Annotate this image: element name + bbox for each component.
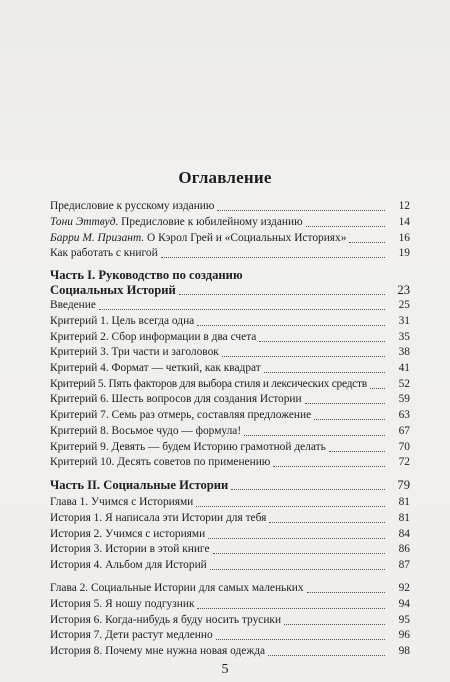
- leader-dots: [196, 505, 385, 507]
- leader-dots: [306, 225, 385, 227]
- leader-dots: [284, 623, 385, 625]
- leader-dots: [349, 241, 385, 243]
- toc-entry: [50, 360, 410, 375]
- toc-entry-label: Критерий 7. Семь раз отмерь, составляя предложение: [50, 409, 312, 421]
- toc-entry-page: 35: [398, 331, 410, 343]
- leader-dots: [161, 256, 385, 258]
- toc-entry-label: Критерий 5. Пять факторов для выбора стиля и лексических средств: [50, 378, 367, 390]
- toc-entry-author: Барри М. Призант.: [50, 232, 145, 244]
- toc-entry-page: 70: [398, 441, 410, 453]
- leader-dots: [213, 552, 386, 554]
- toc-entry: [50, 612, 410, 627]
- toc-entry: [50, 510, 410, 525]
- leader-dots: [208, 537, 385, 539]
- toc-entry-page: 79: [397, 478, 410, 492]
- leader-dots: [197, 607, 385, 609]
- toc-entry-label: История 8. Почему мне нужна новая одежда: [50, 645, 266, 657]
- toc-entry: [50, 580, 410, 595]
- toc-entry: [50, 376, 410, 391]
- part2-heading: Часть II. Социальные Истории: [50, 478, 229, 492]
- toc-entry-page: 81: [398, 512, 410, 524]
- toc-entry-page: 81: [398, 496, 410, 508]
- toc-entry-page: 96: [398, 629, 410, 641]
- toc-entry-page: 94: [398, 598, 410, 610]
- toc-entry-page: 31: [398, 315, 410, 327]
- toc-entry-label: Глава 2. Социальные Истории для самых маленьких: [50, 582, 304, 594]
- toc-entry-page: 59: [398, 393, 410, 405]
- toc-entry: [50, 344, 410, 359]
- toc-entry: [50, 541, 410, 556]
- toc-entry-label: Критерий 1. Цель всегда одна: [50, 315, 195, 327]
- toc-entry-label: Критерий 2. Сбор информации в два счета: [50, 331, 257, 343]
- part1-heading-row: [50, 282, 410, 297]
- leader-dots: [231, 488, 385, 490]
- toc-entry-label: Тони Эттвуд. Предисловие к юбилейному изданию: [50, 216, 303, 228]
- toc-entry-label: История 5. Я ношу подгузник: [50, 598, 195, 610]
- toc-entry: [50, 643, 410, 658]
- toc-entry: [50, 214, 410, 229]
- toc-entry-page: 84: [398, 528, 410, 540]
- leader-dots: [305, 402, 385, 404]
- toc-entry: [50, 329, 410, 344]
- toc-entry-page: 16: [398, 232, 410, 244]
- page-number: 5: [221, 662, 229, 677]
- toc-entry-label: Критерий 10. Десять советов по применению: [50, 456, 271, 468]
- part2-heading-row: [50, 477, 410, 492]
- toc-entry: [50, 407, 410, 422]
- toc-entry-label: Критерий 9. Девять — будем Историю грамотной делать: [50, 441, 326, 453]
- toc-entry-page: 41: [398, 362, 410, 374]
- toc-entry: [50, 198, 410, 213]
- toc-entry: [50, 423, 410, 438]
- toc-entry-label: Введение: [50, 299, 96, 311]
- toc-entry: [50, 230, 410, 245]
- toc-entry-label: Глава 1. Учимся с Историями: [50, 496, 194, 508]
- toc-entry: [50, 313, 410, 328]
- toc-entry-page: 67: [398, 425, 410, 437]
- toc-entry-author: Тони Эттвуд.: [50, 216, 119, 228]
- leader-dots: [269, 521, 385, 523]
- toc-entry: [50, 494, 410, 509]
- leader-dots: [197, 324, 385, 326]
- leader-dots: [264, 371, 385, 373]
- toc-entry-label: История 3. Истории в этой книге: [50, 543, 210, 555]
- toc-entry-page: 86: [398, 543, 410, 555]
- toc-entry-label: История 7. Дети растут медленно: [50, 629, 213, 641]
- toc-entry: [50, 439, 410, 454]
- leader-dots: [210, 568, 385, 570]
- toc-entry-page: 95: [398, 614, 410, 626]
- leader-dots: [244, 434, 385, 436]
- toc-entry-page: 87: [398, 559, 410, 571]
- toc-entry: [50, 245, 410, 260]
- toc-entry-page: 72: [398, 456, 410, 468]
- toc-entry: [50, 596, 410, 611]
- toc-entry-label: Барри М. Призант. О Кэрол Грей и «Социальных Историях»: [50, 232, 347, 244]
- leader-dots: [222, 355, 385, 357]
- leader-dots: [370, 387, 385, 389]
- leader-dots: [314, 418, 385, 420]
- toc-entry: [50, 297, 410, 312]
- toc-entry-page: 63: [398, 409, 410, 421]
- toc-entry-label: История 1. Я написала эти Истории для тебя: [50, 512, 267, 524]
- toc-entry-label: Как работать с книгой: [50, 247, 158, 259]
- toc-entry-label: Предисловие к русскому изданию: [50, 200, 215, 212]
- leader-dots: [268, 654, 385, 656]
- toc-entry-label: История 2. Учимся с историями: [50, 528, 206, 540]
- toc-entry-label: Критерий 6. Шесть вопросов для создания Истории: [50, 393, 302, 405]
- leader-dots: [307, 591, 385, 593]
- toc-entry-label: История 6. Когда-нибудь я буду носить трусики: [50, 614, 282, 626]
- part1-heading: Часть I. Руководство по созданию: [50, 268, 243, 282]
- leader-dots: [99, 308, 385, 310]
- toc-entry: [50, 526, 410, 541]
- toc-entry-page: 12: [398, 200, 410, 212]
- toc-entry: [50, 454, 410, 469]
- toc-entry-page: 23: [397, 283, 410, 297]
- part1-heading-line2: Социальных Историй: [50, 283, 176, 297]
- toc-entry: [50, 557, 410, 572]
- toc-entry: [50, 627, 410, 642]
- toc-entry-page: 92: [398, 582, 410, 594]
- toc-entry-page: 98: [398, 645, 410, 657]
- leader-dots: [329, 450, 385, 452]
- toc-entry-page: 14: [398, 216, 410, 228]
- toc-entry: [50, 391, 410, 406]
- leader-dots: [273, 465, 385, 467]
- toc-entry-page: 25: [398, 299, 410, 311]
- toc-entry-page: 52: [398, 378, 410, 390]
- toc-entry-label: Критерий 3. Три части и заголовок: [50, 346, 219, 358]
- leader-dots: [179, 293, 385, 295]
- leader-dots: [216, 638, 385, 640]
- toc-entry-label: Критерий 8. Восьмое чудо — формула!: [50, 425, 242, 437]
- page-title: Оглавление: [178, 168, 272, 187]
- toc-entry-page: 38: [398, 346, 410, 358]
- leader-dots: [217, 209, 385, 211]
- leader-dots: [259, 340, 385, 342]
- toc-entry-page: 19: [398, 247, 410, 259]
- toc-entry-label: История 4. Альбом для Историй: [50, 559, 207, 571]
- toc-entry-label: Критерий 4. Формат — четкий, как квадрат: [50, 362, 261, 374]
